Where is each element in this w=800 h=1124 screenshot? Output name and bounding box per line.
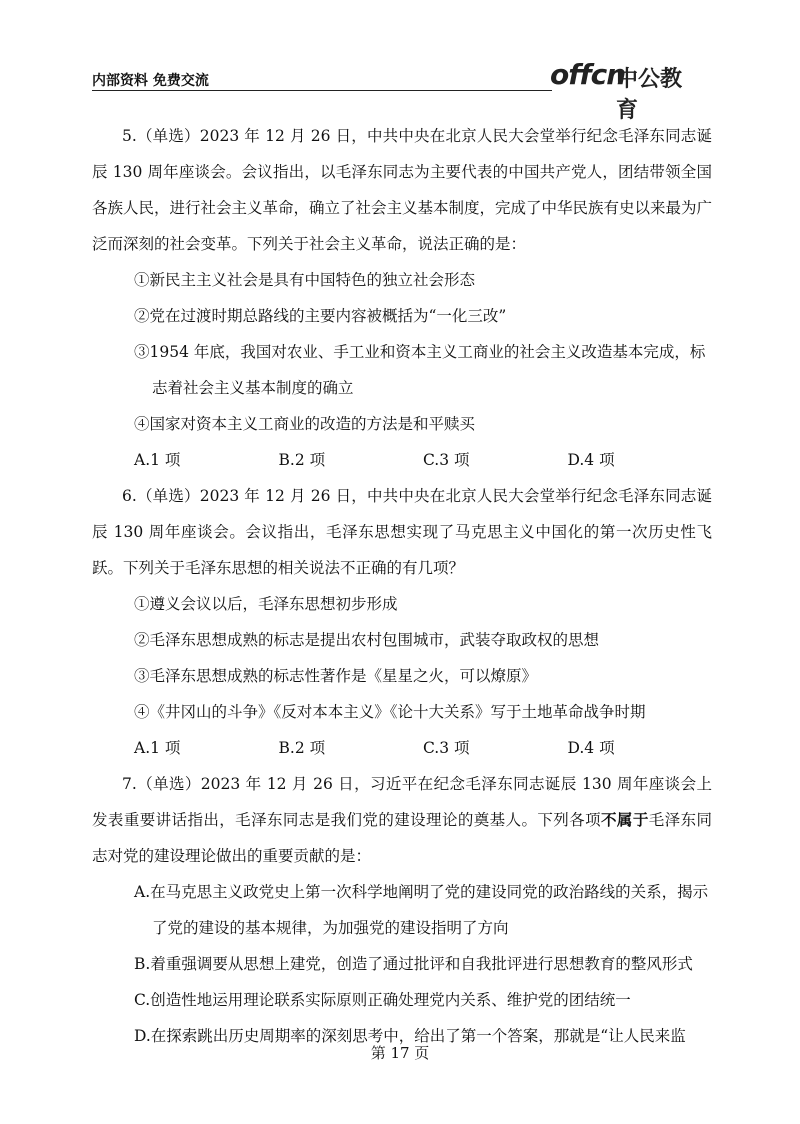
q6-item-2: ②毛泽东思想成熟的标志是提出农村包围城市，武装夺取政权的思想 xyxy=(134,631,600,649)
q6-stem: 6.（单选）2023 年 12 月 26 日，中共中央在北京人民大会堂举行纪念毛泽东同志诞辰 130 周年座谈会。会议指出，毛泽东思想实现了马克思主义中国化的第一次历史性飞跃。下列关于毛泽东思想的相关说法不正确的有几项？ xyxy=(92,487,712,577)
q6-item-3: ③毛泽东思想成熟的标志性著作是《星星之火，可以燎原》 xyxy=(134,667,538,685)
q7-stem-before: 7.（单选）2023 年 12 月 26 日，习近平在纪念毛泽东同志诞辰 130 周年座谈会上发表重要讲话指出，毛泽东同志是我们党的建设理论的奠基人。下列各项 xyxy=(92,775,712,829)
q5-options xyxy=(134,442,712,478)
q5-item-3: ③1954 年底，我国对农业、手工业和资本主义工商业的社会主义改造基本完成，标志着社会主义基本制度的确立 xyxy=(134,343,706,397)
q5-stem: 5.（单选）2023 年 12 月 26 日，中共中央在北京人民大会堂举行纪念毛泽东同志诞辰 130 周年座谈会。会议指出，以毛泽东同志为主要代表的中国共产党人，团结带领全国各族人民，进行社会主义革命，确立了社会主义基本制度，完成了中华民族有史以来最为广泛而深刻的社会变革。下列关于社会主义革命，说法正确的是： xyxy=(92,127,713,253)
q5-option-c: C.3 项 xyxy=(423,451,470,469)
q7-option-c: C.创造性地运用理论联系实际原则正确处理党内关系、维护党的团结统一 xyxy=(134,991,631,1009)
q6-option-c: C.3 项 xyxy=(423,739,470,757)
q7-option-b: B.着重强调要从思想上建党，创造了通过批评和自我批评进行思想教育的整风形式 xyxy=(134,955,693,973)
offcn-logo xyxy=(550,58,700,123)
logo-chinese-text: 中公教育 xyxy=(616,67,683,123)
q5-item-2: ②党在过渡时期总路线的主要内容被概括为“一化三改” xyxy=(134,307,507,325)
q6-options xyxy=(134,730,712,766)
header-rule xyxy=(92,90,552,91)
q7-option-a: A.在马克思主义政党史上第一次科学地阐明了党的建设同党的政治路线的关系，揭示了党的建设的基本规律，为加强党的建设指明了方向 xyxy=(134,883,709,937)
q7-stem-emphasis: 不属于 xyxy=(601,811,649,829)
q6-item-4: ④《井冈山的斗争》《反对本本主义》《论十大关系》写于土地革命战争时期 xyxy=(134,703,646,721)
q6-option-b: B.2 项 xyxy=(278,739,326,757)
q5-option-d: D.4 项 xyxy=(567,451,615,469)
q5-option-b: B.2 项 xyxy=(278,451,326,469)
q6-option-a: A.1 项 xyxy=(134,739,181,757)
q7-option-d: D.在探索跳出历史周期率的深刻思考中，给出了第一个答案，那就是“让人民来监 xyxy=(134,1027,686,1045)
q7-stem xyxy=(92,766,712,874)
page-body xyxy=(92,118,712,1054)
page-number: 第 17 页 xyxy=(370,1044,430,1062)
q6-item-1: ①遵义会议以后，毛泽东思想初步形成 xyxy=(134,595,398,613)
q5-item-4: ④国家对资本主义工商业的改造的方法是和平赎买 xyxy=(134,415,476,433)
q5-option-a: A.1 项 xyxy=(134,451,181,469)
q6-option-d: D.4 项 xyxy=(567,739,615,757)
q5-item-1: ①新民主主义社会是具有中国特色的独立社会形态 xyxy=(134,271,476,289)
header-caption: 内部资料 免费交流 xyxy=(92,73,209,89)
logo-latin-text: offcn xyxy=(550,58,626,91)
page-header xyxy=(92,58,712,123)
q7-stem-after: 毛泽东同志对党的建设理论做出的重要贡献的是： xyxy=(92,811,712,865)
